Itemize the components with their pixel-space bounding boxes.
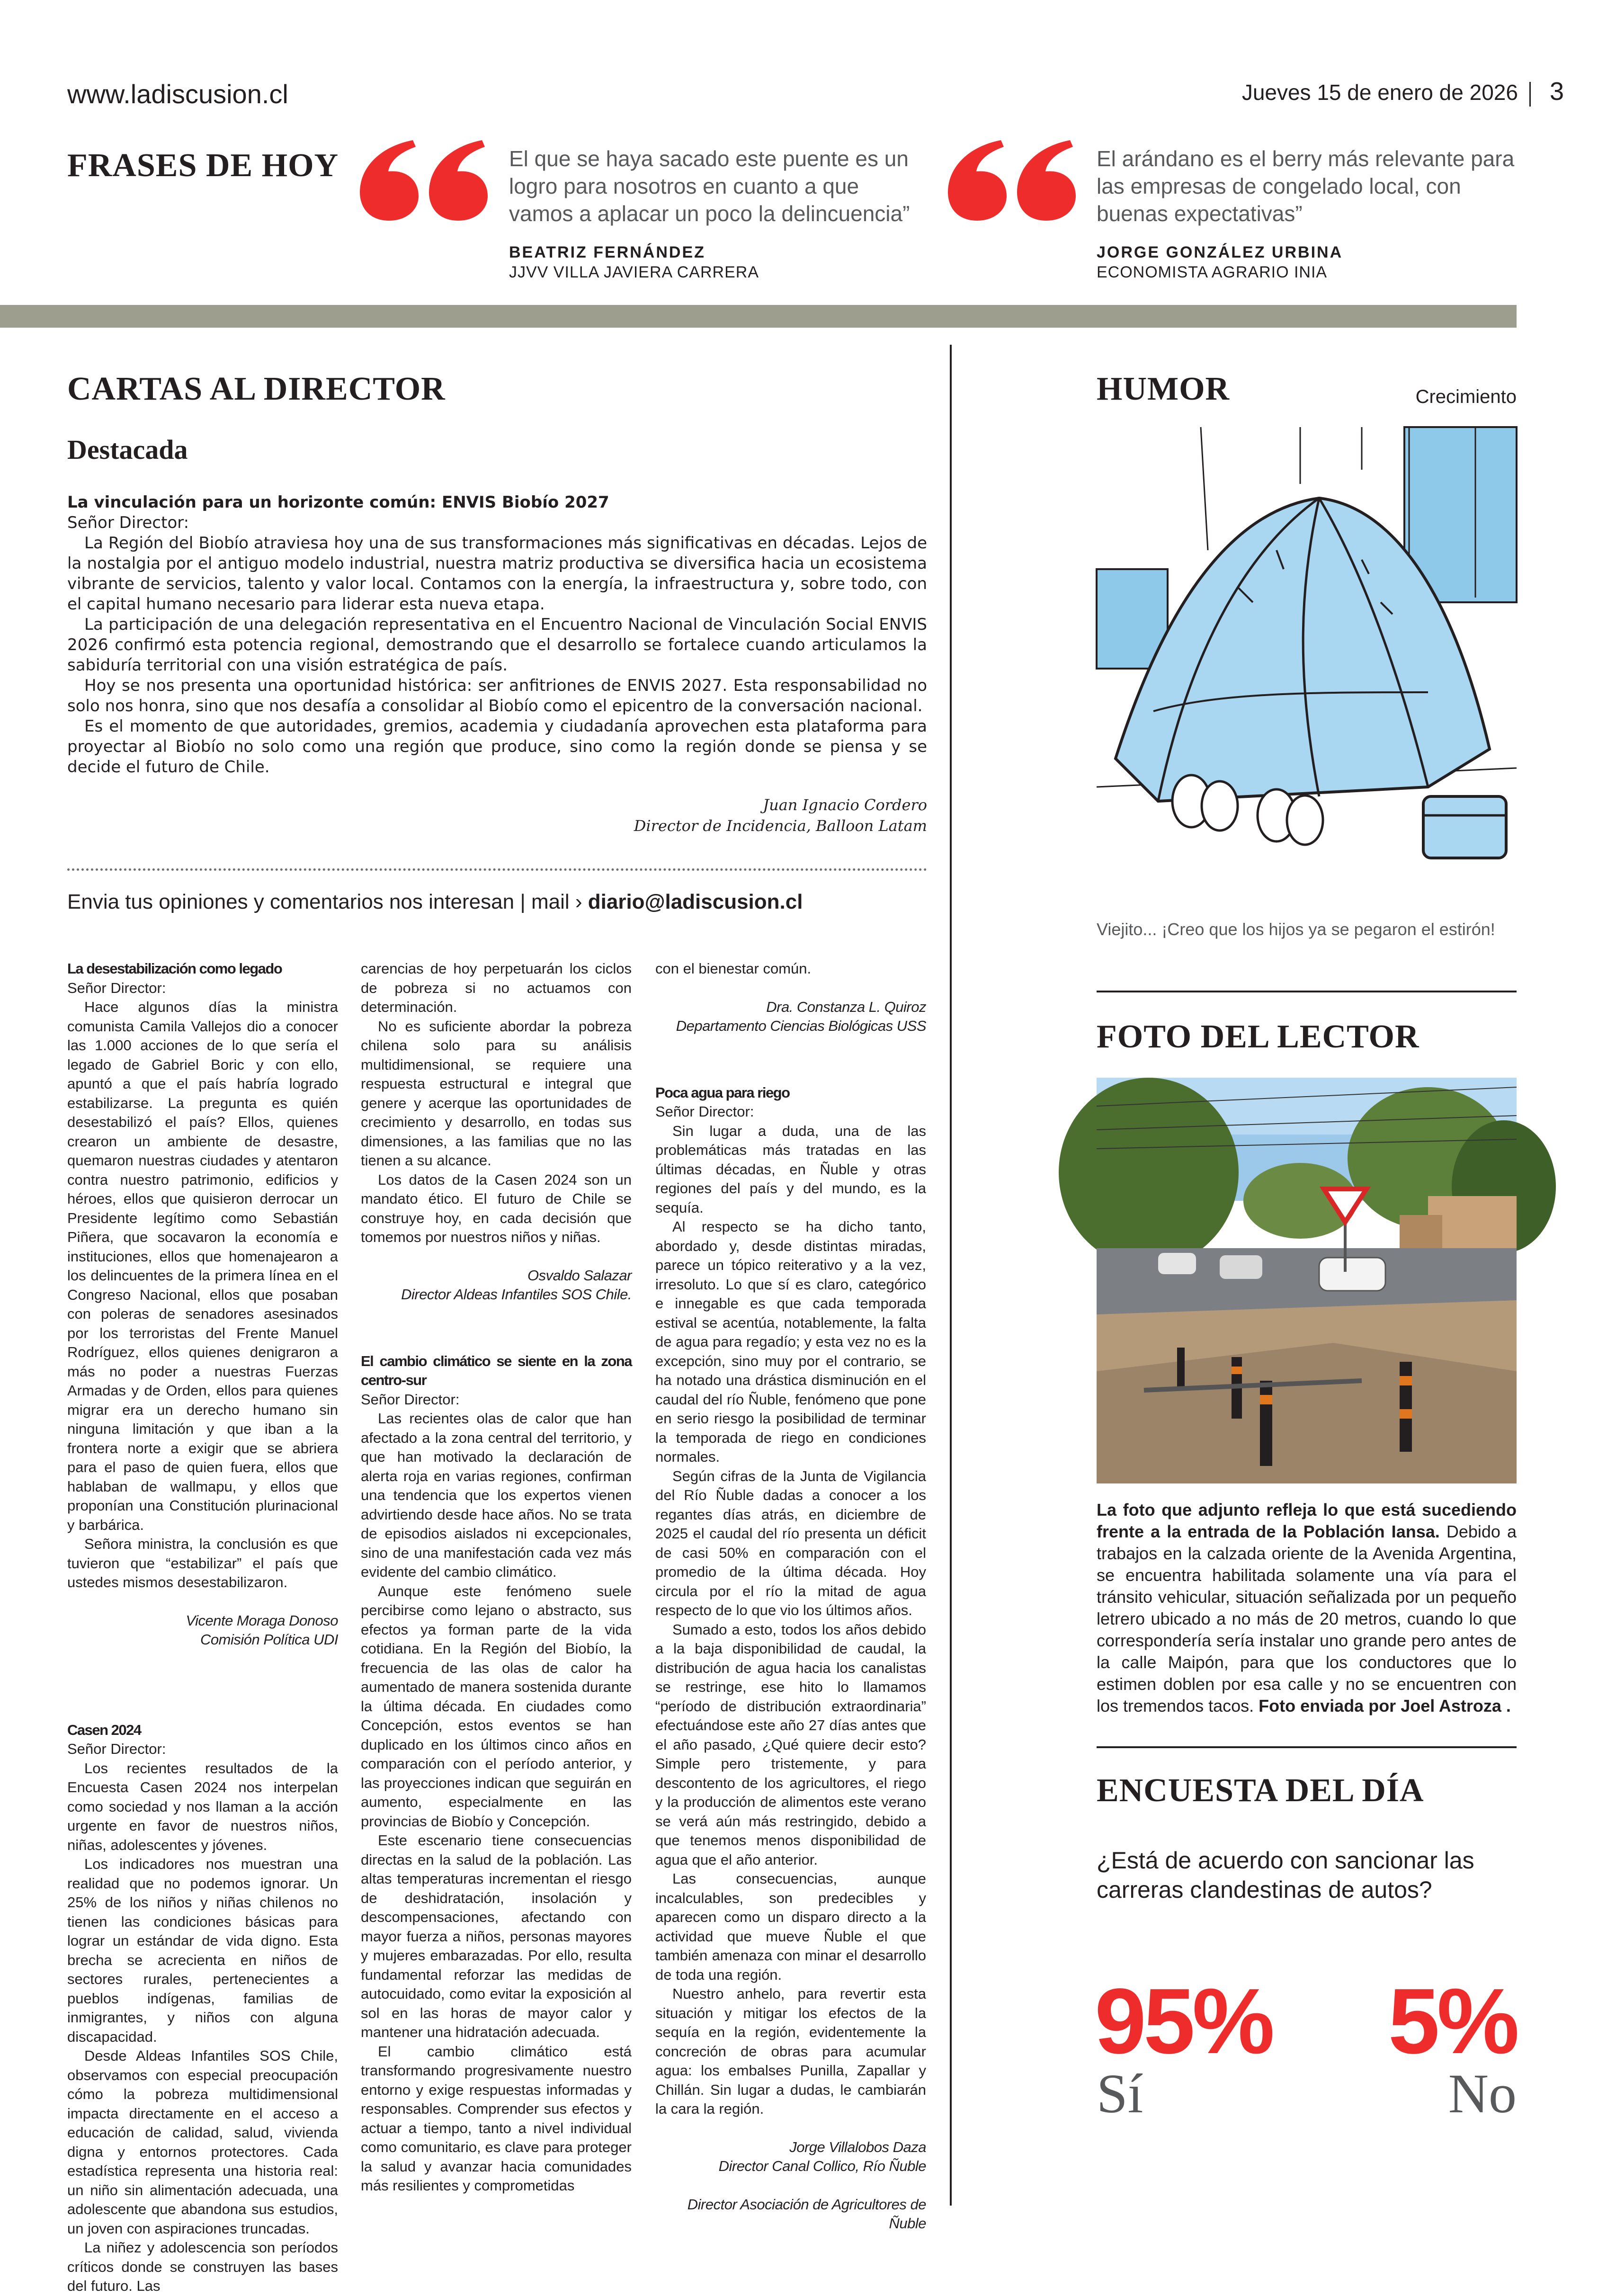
letter-paragraph: Los recientes resultados de la Encuesta Casen 2024 nos interpelan como sociedad y nos llaman a la acción urgente en favor de nuestros niños, niñas, adolescentes y jóvenes. [67, 1760, 338, 1853]
letter-paragraph: Las consecuencias, aunque incalculables, son predecibles y aparecen como un disparo directo a la actividad que mueve Ñuble el que también amenaza con minar el desarrollo de toda una región. [655, 1870, 926, 1983]
letter-paragraph: No es suficiente abordar la pobreza chilena solo para su análisis multidimensional, se requiere una respuesta estructural e integral que genere y acerque las oportunidades de crecimiento y desarrollo, en todas sus dimensiones, a las familias que no las tienen a su alcance. [361, 1018, 632, 1169]
letter-title: La desestabilización como legado [67, 960, 282, 977]
mail-invitation [67, 890, 803, 914]
letter-paragraph: La niñez y adolescencia son períodos críticos donde se construyen las bases del futuro. Las [67, 2239, 338, 2294]
quote-text: El que se haya sacado este puente es un logro para nosotros en cuanto a que vamos a aplacar un poco la delincuencia” [509, 146, 910, 226]
quote-mark-icon [360, 140, 488, 221]
caption-body: Debido a trabajos en la calzada oriente de la Avenida Argentina, se encuentra habilitada solamente una vía para el tránsito vehicular, situación señalizada por un pequeño letrero ubicado a no más de 20 metros, cuando lo que correspondería sería instalar uno grande pero antes de la calle Maipón, para que los conductores que lo estimen doblen por esa calle y no se encuentren con los tremendos tacos. [1097, 1522, 1517, 1715]
mail-prefix: Envia tus opiniones y comentarios nos interesan | mail › [67, 890, 582, 913]
letter-author: Osvaldo Salazar [527, 1267, 632, 1284]
mail-link[interactable]: diario@ladiscusion.cl [588, 890, 803, 913]
photo-credit: Foto enviada por Joel Astroza . [1259, 1696, 1511, 1715]
letter-author: Juan Ignacio Cordero [763, 796, 927, 814]
quote-author-role: JJVV VILLA JAVIERA CARRERA [509, 263, 759, 281]
destacada-label: Destacada [67, 434, 188, 465]
humor-subtitle: Crecimiento [1415, 386, 1517, 407]
letter-author: Jorge Villalobos Daza [789, 2138, 926, 2155]
quote-author: JORGE GONZÁLEZ URBINA [1097, 243, 1343, 261]
letter-salutation: Señor Director: [67, 513, 189, 532]
letter-paragraph: Señora ministra, la conclusión es que tuvieron que “estabilizar” el país que ustedes mismos desestabilizaron. [67, 1536, 338, 1590]
letter-paragraph: Los indicadores nos muestran una realidad que no podemos ignorar. Un 25% de los niños y niñas chilenos no tienen las condiciones básicas para lograr un estándar de vida digno. Esta brecha se acrecienta en niños de sectores rurales, pertenecientes a pueblos indígenas, familias de inmigrantes, y niños con alguna discapacidad. [67, 1856, 338, 2045]
letters-column-1 [67, 959, 338, 2296]
letter-author-role: Director Canal Collico, Río Ñuble [718, 2158, 926, 2174]
caption-lead: La foto que adjunto refleja lo que está sucediendo frente a la entrada de la Población Iansa. [1097, 1500, 1517, 1541]
letter-author-role: Director Aldeas Infantiles SOS Chile. [401, 1286, 632, 1303]
letter-title: Poca agua para riego [655, 1084, 790, 1101]
dotted-divider [67, 868, 927, 871]
section-rule [1097, 1746, 1517, 1748]
quote-author-role: ECONOMISTA AGRARIO INIA [1097, 263, 1328, 281]
letter-paragraph: La participación de una delegación representativa en el Encuentro Nacional de Vinculación Social ENVIS 2026 confirmó esta potencia regional, demostrando que el desarrollo se fortalece cuando articulamos la sabiduría territorial con una visión estratégica de país. [67, 615, 927, 675]
page-number: 3 [1549, 77, 1564, 106]
letter-paragraph: Es el momento de que autoridades, gremios, academia y ciudadanía aprovechen esta plataforma para proyectar al Biobío no solo como una región que produce, sino como la región donde se piensa y se decide el futuro de Chile. [67, 717, 927, 777]
letter-author: Dra. Constanza L. Quiroz [766, 998, 926, 1015]
letter-author: Vicente Moraga Donoso [186, 1612, 338, 1629]
letter-salutation: Señor Director: [67, 1741, 166, 1757]
reader-photo-caption [1097, 1499, 1517, 1717]
letters-column-3 [655, 959, 926, 2233]
letter-title: El cambio climático se siente en la zona centro-sur [361, 1352, 632, 1388]
frases-title: FRASES DE HOY [67, 147, 339, 184]
letter-author-role: Director de Incidencia, Balloon Latam [634, 817, 927, 835]
letter-salutation: Señor Director: [655, 1103, 754, 1120]
quote-author: BEATRIZ FERNÁNDEZ [509, 243, 705, 261]
letter-paragraph: Este escenario tiene consecuencias directas en la salud de la población. Las altas temperaturas incrementan el riesgo de deshidratación, insolación y descompensaciones, afectando con mayor fuerza a niños, personas mayores y mujeres embarazadas. Por ello, resulta fundamental reforzar las medidas de autocuidado, como evitar la exposición al sol en las horas de mayor calor y mantener una hidratación adecuada. [361, 1832, 632, 2040]
letter-author-role: Comisión Política UDI [200, 1631, 338, 1648]
reader-photo [1097, 1078, 1517, 1483]
yes-label: Sí [1097, 2063, 1143, 2125]
letter-title: La vinculación para un horizonte común: ENVIS Biobío 2027 [67, 493, 609, 512]
quote-mark-icon [948, 140, 1076, 221]
letter-title: Casen 2024 [67, 1721, 141, 1738]
featured-letter [67, 492, 927, 836]
letter-author-role: Director Asociación de Agricultores de Ñuble [687, 2196, 926, 2232]
letter-author-role: Departamento Ciencias Biológicas USS [676, 1018, 926, 1034]
letter-paragraph: Hace algunos días la ministra comunista Camila Vallejos dio a conocer las 1.000 acciones de lo que sería el legado de Gabriel Boric y con ello, apuntó a que el país habría logrado estabilizarse. La pregunta es quién desestabilizó el país? Ellos, quienes crearon un ambiente de desastre, quemaron nuestras ciudades y atentaron contra nuestro patrimonio, edificios y héroes, ellos que quisieron derrocar un Presidente legítimo como Sebastián Piñera, que socavaron la economía e instituciones, ellos que homenajearon a los delincuentes de la primera línea en el Congreso Nacional, ellos que posaban con poleras de senadores asesinados por los terroristas del Frente Manuel Rodríguez, ellos quienes denigraron a más no poder a nuestras Fuerzas Armadas y de Orden, ellos para quienes migrar era un derecho humano sin ninguna limitación y que iban a la frontera norte a exigir que se abriera para el paso de quien fuera, ellos que hablaban de wallmapu, y ellos que proponían una Constitución plurinacional y barbárica. [67, 999, 338, 1533]
letter-paragraph: Desde Aldeas Infantiles SOS Chile, observamos con especial preocupación cómo la pobreza multidimensional impacta directamente en el acceso a educación de calidad, salud, vivienda digna y entornos protectores. Cada estadística representa una historia real: un niño sin alimentación adecuada, una adolescente que abandona sus estudios, un joven con aspiraciones truncadas. [67, 2047, 338, 2237]
no-percentage: 5% [1388, 1969, 1517, 2073]
humor-cartoon [1097, 427, 1517, 886]
letter-paragraph: El cambio climático está transformando progresivamente nuestro entorno y exige respuestas informadas y responsables. Comprender sus efectos y actuar a tiempo, tanto a nivel individual como comunitario, es clave para proteger la salud y avanzar hacia comunidades más resilientes y comprometidas [361, 2043, 632, 2194]
letter-paragraph: carencias de hoy perpetuarán los ciclos de pobreza si no actuamos con determinación. [361, 960, 632, 1015]
humor-caption: Viejito... ¡Creo que los hijos ya se pegaron el estirón! [1097, 920, 1495, 939]
encuesta-title: ENCUESTA DEL DÍA [1097, 1772, 1424, 1809]
section-rule [1097, 991, 1517, 992]
survey-question: ¿Está de acuerdo con sancionar las carreras clandestinas de autos? [1097, 1847, 1474, 1903]
yes-percentage: 95% [1095, 1969, 1272, 2073]
letter-salutation: Señor Director: [67, 979, 166, 996]
letter-paragraph: con el bienestar común. [655, 960, 812, 977]
column-divider [950, 345, 952, 2206]
foto-lector-title: FOTO DEL LECTOR [1097, 1018, 1420, 1055]
divider [1529, 82, 1531, 107]
site-url[interactable]: www.ladiscusion.cl [67, 79, 288, 109]
humor-title: HUMOR [1097, 371, 1230, 407]
cartas-title: CARTAS AL DIRECTOR [67, 371, 446, 407]
no-label: No [1448, 2063, 1517, 2125]
letter-paragraph: Las recientes olas de calor que han afectado a la zona central del territorio, y que han motivado la declaración de alerta roja en varias regiones, confirman una tendencia que los expertos vienen advirtiendo desde hace años. No se trata de episodios aislados ni excepcionales, sino de una manifestación cada vez más evidente del cambio climático. [361, 1410, 632, 1580]
letter-paragraph: Según cifras de la Junta de Vigilancia del Río Ñuble dadas a conocer a los regantes días atrás, en diciembre de 2025 el caudal del río presenta un déficit de casi 50% en comparación con el promedio de la última década. Hoy circula por el río la mitad de agua respecto de lo que vio los últimos años. [655, 1467, 926, 1618]
quote-text: El arándano es el berry más relevante para las empresas de congelado local, con buenas expectativas” [1097, 146, 1515, 226]
issue-date: Jueves 15 de enero de 2026 [1241, 80, 1518, 105]
letter-paragraph: La Región del Biobío atraviesa hoy una de sus transformaciones más significativas en décadas. Lejos de la nostalgia por el antiguo modelo industrial, nuestra matriz productiva se diversifica hacia un ecosistema vibrante de servicios, talento y valor local. Contamos con la energía, la infraestructura y, sobre todo, con el capital humano necesario para liderar esta nueva etapa. [67, 534, 927, 614]
letter-salutation: Señor Director: [361, 1391, 460, 1408]
letters-column-2 [361, 959, 632, 2196]
letter-paragraph: Sin lugar a duda, una de las problemáticas más tratadas en las últimas décadas, en Ñuble y otras regiones del país y del mundo, es la sequía. [655, 1122, 926, 1216]
section-band [0, 305, 1517, 328]
letter-paragraph: Sumado a esto, todos los años debido a la baja disponibilidad de caudal, la distribución de agua hacia los canalistas se restringe, ese hito lo llamamos “período de distribución extraordinaria” efectuándose este año 27 días antes que el año pasado, ¿Qué quiere decir esto? Simple pero tristemente, y para descontento de los agricultores, el riego y la producción de alimentos este verano se verá aún más restringido, debido a que tenemos menos disponibilidad de agua que el año anterior. [655, 1621, 926, 1868]
letter-paragraph: Al respecto se ha dicho tanto, abordado y, desde distintas miradas, parece un tópico reiterativo y a la vez, irresoluto. Lo que sí es claro, categórico e innegable es que cada temporada estival se acentúa, notablemente, la falta de agua para regadío; y esta vez no es la excepción, sino muy por el contrario, se ha notado una drástica disminución en el caudal del río Ñuble, fenómeno que pone en serio riesgo la posibilidad de terminar la temporada de riego en condiciones normales. [655, 1218, 926, 1465]
letter-paragraph: Hoy se nos presenta una oportunidad histórica: ser anfitriones de ENVIS 2027. Esta responsabilidad no solo nos honra, sino que nos desafía a consolidar al Biobío como el epicentro de la conversación nacional. [67, 676, 927, 715]
letter-paragraph: Los datos de la Casen 2024 son un mandato ético. El futuro de Chile se construye hoy, en cada decisión que tomemos por nuestros niños y niñas. [361, 1171, 632, 1245]
letter-paragraph: Nuestro anhelo, para revertir esta situación y mitigar los efectos de la sequía en la región, evidentemente la concreción de obras para acumular agua: los embalses Punilla, Zapallar y Chillán. Sin lugar a dudas, le cambiarán la cara la región. [655, 1985, 926, 2117]
letter-paragraph: Aunque este fenómeno suele percibirse como lejano o abstracto, sus efectos ya forman parte de la vida cotidiana. En la Región del Biobío, la frecuencia de las olas de calor ha aumentado de manera sostenida durante la última década. En ciudades como Concepción, estos eventos se han duplicado en los últimos cinco años en comparación con el período anterior, y las proyecciones indican que seguirán en aumento, especialmente en las provincias de Biobío y Concepción. [361, 1582, 632, 1830]
date-page [1242, 77, 1564, 107]
